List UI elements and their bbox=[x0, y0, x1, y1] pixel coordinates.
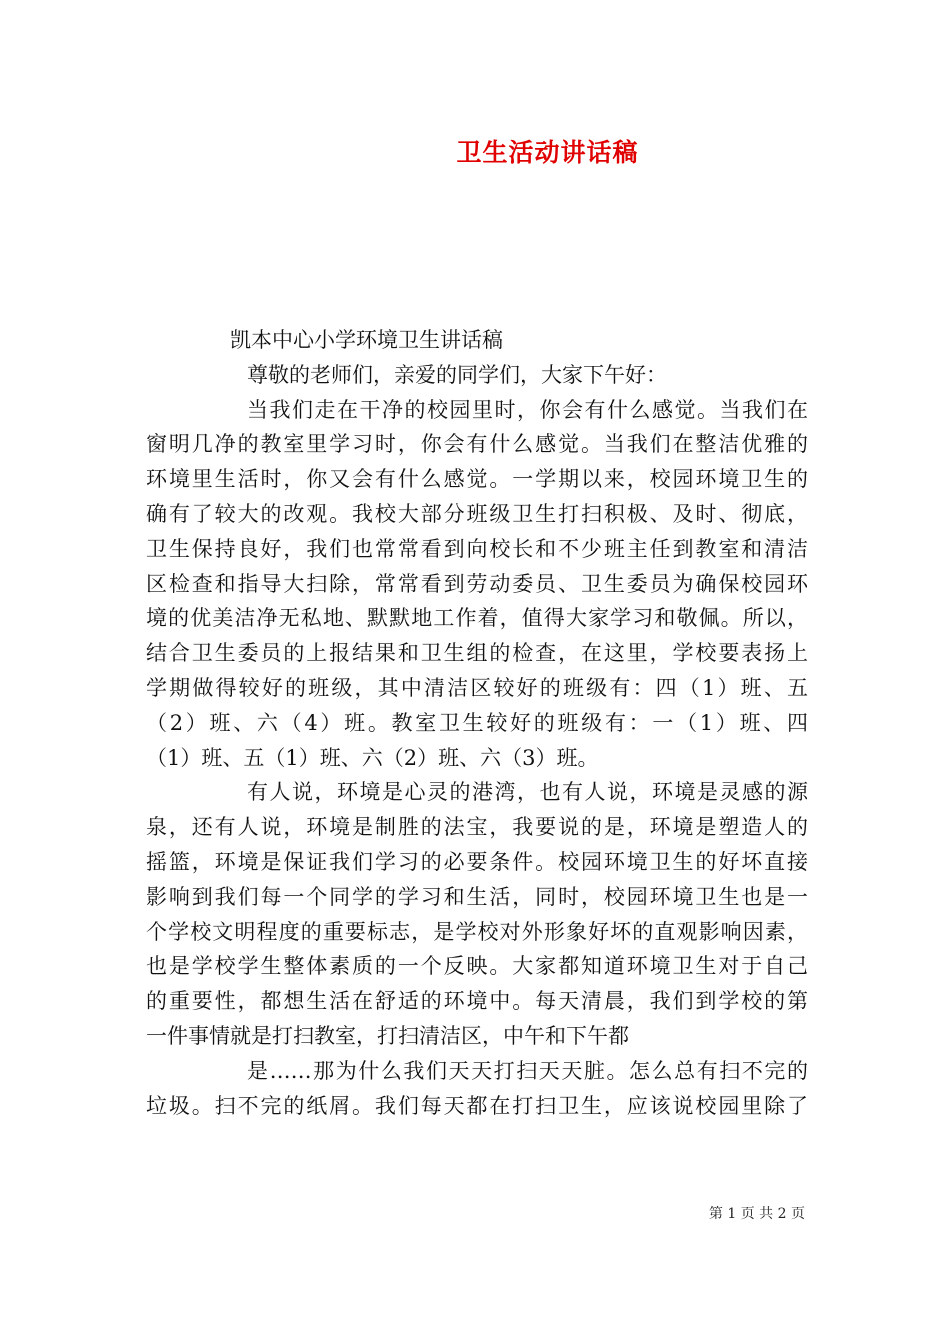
text-line: 境的优美洁净无私地、默默地工作着，值得大家学习和敬佩。所以， bbox=[146, 606, 808, 631]
text-line: 的重要性，都想生活在舒适的环境中。每天清晨，我们到学校的第 bbox=[146, 989, 808, 1014]
text-line: 结合卫生委员的上报结果和卫生组的检查，在这里，学校要表扬上 bbox=[146, 641, 808, 666]
text-line: 确有了较大的改观。我校大部分班级卫生打扫积极、及时、彻底， bbox=[146, 501, 808, 526]
text-line: 尊敬的老师们，亲爱的同学们，大家下午好： bbox=[247, 362, 667, 387]
body-text bbox=[146, 323, 808, 1123]
text-line: 有人说，环境是心灵的港湾，也有人说，环境是灵感的源 bbox=[247, 780, 808, 805]
text-line: 泉，还有人说，环境是制胜的法宝，我要说的是，环境是塑造人的 bbox=[146, 815, 808, 840]
text-line: 也是学校学生整体素质的一个反映。大家都知道环境卫生对于自己 bbox=[146, 954, 808, 979]
text-line: 摇篮，环境是保证我们学习的必要条件。校园环境卫生的好坏直接 bbox=[146, 849, 808, 874]
text-line: 窗明几净的教室里学习时，你会有什么感觉。当我们在整洁优雅的 bbox=[146, 432, 808, 457]
text-line: 当我们走在干净的校园里时，你会有什么感觉。当我们在 bbox=[247, 397, 808, 422]
text-line: 个学校文明程度的重要标志，是学校对外形象好坏的直观影响因素， bbox=[146, 919, 808, 944]
text-line: 凯本中心小学环境卫生讲话稿 bbox=[230, 328, 503, 352]
text-line: 学期做得较好的班级，其中清洁区较好的班级有：四（1）班、五 bbox=[146, 675, 808, 700]
text-line: 是……那为什么我们天天打扫天天脏。怎么总有扫不完的 bbox=[247, 1058, 808, 1083]
text-line: 环境里生活时，你又会有什么感觉。一学期以来，校园环境卫生的 bbox=[146, 467, 808, 492]
text-line: （2）班、六（4）班。教室卫生较好的班级有：一（1）班、四 bbox=[146, 710, 808, 735]
text-line: 垃圾。扫不完的纸屑。我们每天都在打扫卫生，应该说校园里除了 bbox=[146, 1093, 808, 1118]
text-line: 一件事情就是打扫教室，打扫清洁区，中午和下午都 bbox=[146, 1023, 629, 1048]
text-line: 影响到我们每一个同学的学习和生活，同时，校园环境卫生也是一 bbox=[146, 884, 808, 909]
text-line: 区检查和指导大扫除，常常看到劳动委员、卫生委员为确保校园环 bbox=[146, 571, 808, 596]
text-line: 卫生保持良好，我们也常常看到向校长和不少班主任到教室和清洁 bbox=[146, 536, 808, 561]
page-title: 卫生活动讲话稿 bbox=[456, 138, 639, 167]
page-number-footer: 第 1 页 共 2 页 bbox=[708, 1206, 805, 1222]
text-line: （1）班、五（1）班、六（2）班、六（3）班。 bbox=[146, 745, 599, 770]
